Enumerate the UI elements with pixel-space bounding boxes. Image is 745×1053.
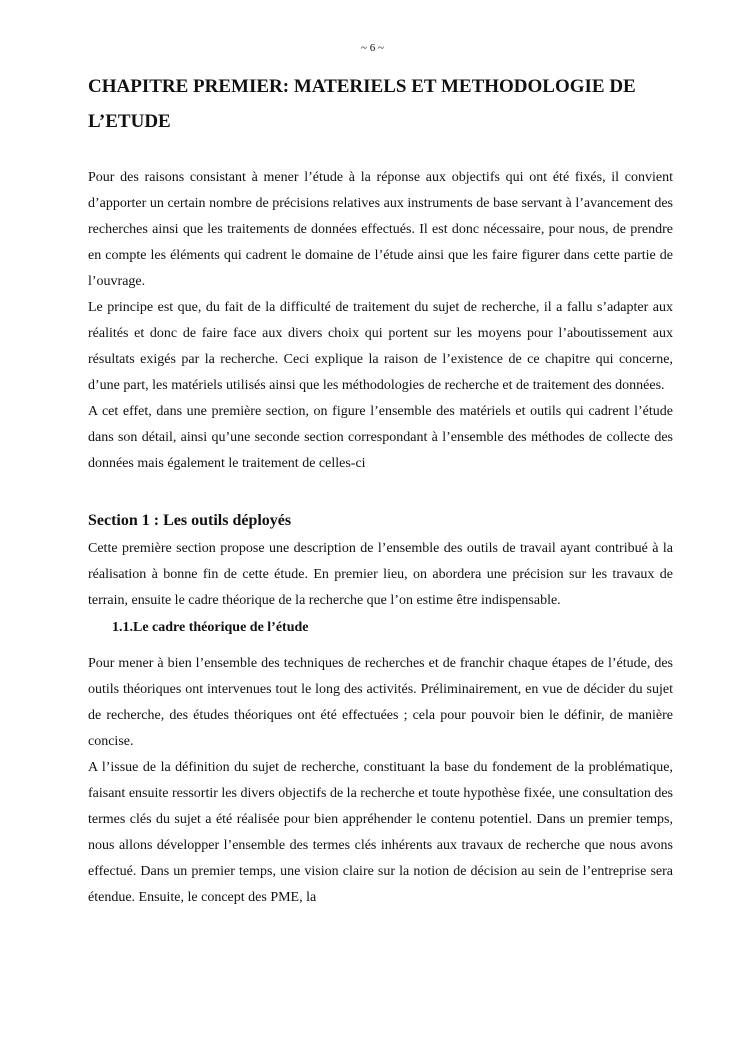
intro-paragraph-2: Le principe est que, du fait de la difficulté de traitement du sujet de recherche, il a fallu s’adapter aux réalités et donc de faire face aux divers choix qui portent sur les moyens pour l’aboutissement aux résultats exigés par la recherche. Ceci explique la raison de l’existence de ce chapitre qui concerne, d’une part, les matériels utilisés ainsi que les méthodologies de recherche et de traitement des données. [88,300,673,393]
subsection-1-1-paragraph-2: A l’issue de la définition du sujet de recherche, constituant la base du fondement de la problématique, faisant ensuite ressortir les divers objectifs de la recherche et toute hypothèse fixée, une consultation des termes clés du sujet a été réalisée pour bien appréhender le contenu potentiel. Dans un premier temps, nous allons développer l’ensemble des termes clés inhérents aux travaux de recherche que nous avons effectué. Dans un premier temps, une vision claire sur la notion de décision au sein de l’entreprise sera étendue. Ensuite, le concept des PME, la [88,760,673,905]
subsection-1-1-paragraph-1: Pour mener à bien l’ensemble des techniques de recherches et de franchir chaque étapes de l’étude, des outils théoriques ont intervenues tout le long des activités. Préliminairement, en vue de décider du sujet de recherche, des études théoriques ont été effectuées ; cela pour pouvoir bien le définir, de manière concise. [88,656,673,749]
page-number: ~ 6 ~ [361,42,384,54]
subsection-1-1-title: 1.1.Le cadre théorique de l’étude [112,620,309,635]
intro-paragraph-3: A cet effet, dans une première section, on figure l’ensemble des matériels et outils qui cadrent l’étude dans son détail, ainsi qu’une seconde section correspondant à l’ensemble des méthodes de collecte des données mais également le traitement de celles-ci [88,404,673,471]
chapter-title: CHAPITRE PREMIER: MATERIELS ET METHODOLOGIE DE L’ETUDE [88,76,636,132]
section-1-paragraph: Cette première section propose une description de l’ensemble des outils de travail ayant contribué à la réalisation à bonne fin de cette étude. En premier lieu, on abordera une précision sur les travaux de terrain, ensuite le cadre théorique de la recherche que l’on estime être indispensable. [88,541,673,608]
intro-paragraph-1: Pour des raisons consistant à mener l’étude à la réponse aux objectifs qui ont été fixés, il convient d’apporter un certain nombre de précisions relatives aux instruments de base servant à l’avancement des recherches ainsi que les traitements de données effectués. Il est donc nécessaire, pour nous, de prendre en compte les éléments qui cadrent le domaine de l’étude ainsi que les faire figurer dans cette partie de l’ouvrage. [88,170,673,289]
document-body [88,69,673,911]
section-1-title: Section 1 : Les outils déployés [88,512,292,529]
